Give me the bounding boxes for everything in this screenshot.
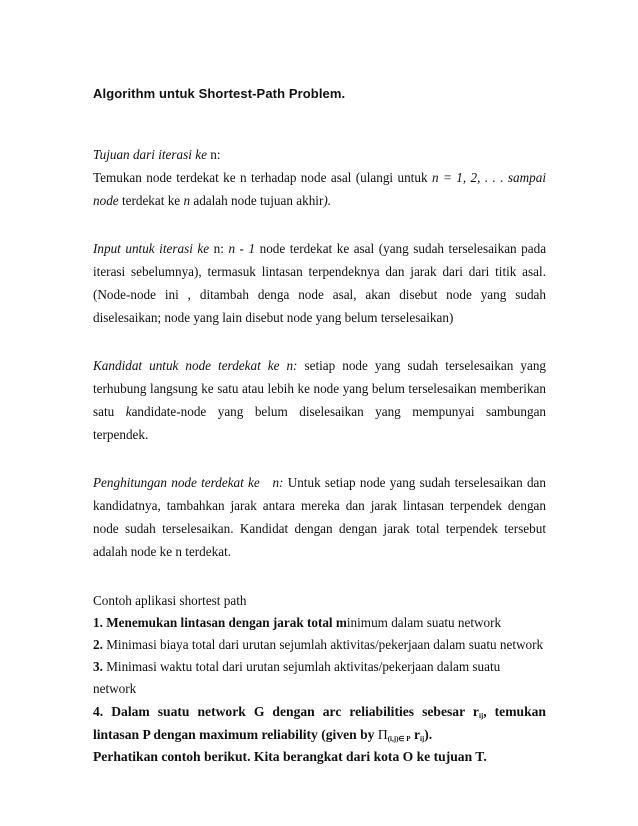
kandidat-text: Kandidat untuk node terdekat ke n: setiap node yang sudah terselesaikan yang terhubung langsung ke satu atau lebih ke node yang belum terselesaikan memberikan satu kandidate-node yang belum diselesaikan yang mempunyai sambungan terpendek.	[93, 358, 547, 442]
contoh-heading: Contoh aplikasi shortest path	[93, 593, 247, 608]
document-content	[93, 82, 546, 768]
tujuan-text: Temukan node terdekat ke n terhadap node asal (ulangi untuk n = 1, 2, . . . sampai node terdekat ke n adalah node tujuan akhir).	[93, 170, 547, 208]
contoh-item-2: 2. Minimasi biaya total dari urutan sejumlah aktivitas/pekerjaan dalam suatu network	[93, 637, 544, 652]
input-text: Input untuk iterasi ke n: n - 1 node terdekat ke asal (yang sudah terselesaikan pada iterasi sebelumnya), termasuk lintasan terpendeknya dan jarak dari dari titik asal. (Node-node ini , ditambah denga node asal, akan disebut node yang sudah diselesaikan; node yang lain disebut node yang belum terselesaikan)	[93, 241, 547, 325]
section-penghitungan	[93, 471, 546, 563]
contoh-item-3: 3. Minimasi waktu total dari urutan sejumlah aktivitas/pekerjaan dalam suatu network	[93, 659, 501, 696]
section-kandidat	[93, 354, 546, 446]
section-input	[93, 237, 546, 329]
penghitungan-text: Penghitungan node terdekat ke n: Untuk setiap node yang sudah terselesaikan dan kandidatnya, tambahkan jarak antara mereka dan jarak lintasan terpendek dengan node sudah terselesaikan. Kandidat dengan dengan jarak total terpendek tersebut adalah node ke n terdekat.	[93, 475, 546, 559]
contoh-item-1: 1. Menemukan lintasan dengan jarak total minimum dalam suatu network	[93, 615, 502, 630]
section-tujuan	[93, 143, 546, 212]
document-title: Algorithm untuk Shortest-Path Problem.	[93, 86, 346, 101]
section-contoh	[93, 590, 546, 768]
tujuan-heading: Tujuan dari iterasi ke n:	[93, 147, 221, 162]
contoh-item-4: 4. Dalam suatu network G dengan arc reliabilities sebesar $r_{ij}$, temukan lintasan P dengan maximum reliability (given by $\Pi_{(i,j)\in P}$ $r_{ij}$).	[93, 704, 546, 743]
contoh-closing: Perhatikan contoh berikut. Kita berangkat dari kota O ke tujuan T.	[93, 749, 487, 764]
